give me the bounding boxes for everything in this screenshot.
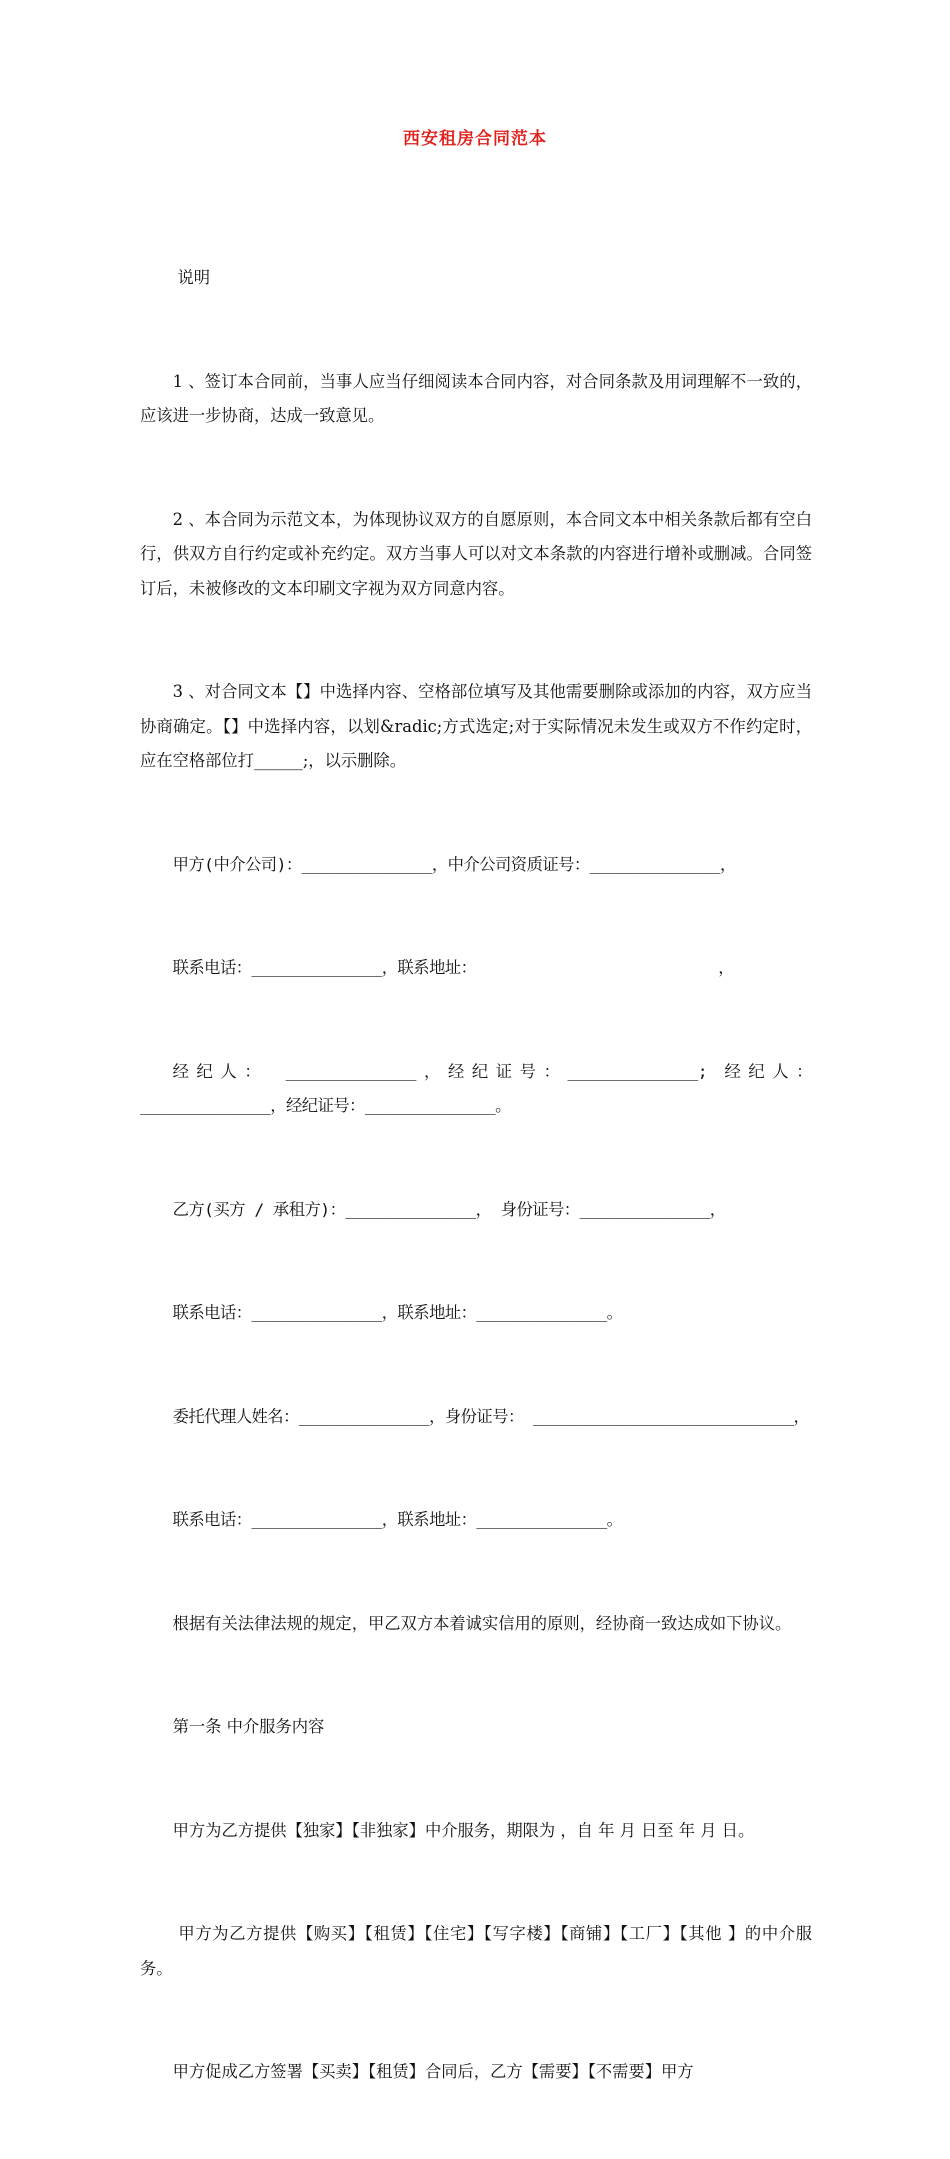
article-1-clause-1: 甲方为乙方提供【独家】【非独家】中介服务，期限为 ，自 年 月 日至 年 月 日。	[172, 1820, 755, 1840]
paragraph-note-3: 3 、对合同文本【】中选择内容、空格部位填写及其他需要删除或添加的内容，双方应当协商确定。【】中选择内容，以划&radic;方式选定;对于实际情况未发生或双方不作约定时，应在空格部位打______;，以示删除。	[140, 682, 812, 770]
document-body	[140, 192, 812, 2159]
party-a-agents: 经纪人： ______________，经纪证号：______________; 经纪人：______________，经纪证号：______________。	[140, 1061, 812, 1115]
paragraph-agreement-basis: 根据有关法律法规的规定，甲乙双方本着诚实信用的原则，经协商一致达成如下协议。	[172, 1613, 792, 1633]
party-b-line: 乙方(买方 / 承租方)：______________， 身份证号：______________，	[172, 1199, 726, 1219]
party-b-contact: 联系电话：______________，联系地址：______________。	[172, 1303, 623, 1322]
paragraph-note-1: 1 、签订本合同前，当事人应当仔细阅读本合同内容，对合同条款及用词理解不一致的，应该进一步协商，达成一致意见。	[140, 371, 812, 425]
article-1-heading: 第一条 中介服务内容	[172, 1717, 325, 1736]
article-1-clause-2: 甲方为乙方提供【购买】【租赁】【住宅】【写字楼】【商铺】【工厂】【其他 】的中介服务。	[140, 1924, 812, 1978]
party-a-contact: 联系电话：______________，联系地址： ，	[172, 958, 735, 977]
party-a-line: 甲方(中介公司)：______________，中介公司资质证号：______________，	[172, 854, 736, 874]
paragraph-note-heading: 说明	[177, 268, 211, 287]
agent-line: 委托代理人姓名：______________，身份证号： ____________________________，	[172, 1406, 810, 1426]
document-title: 西安租房合同范本	[403, 129, 547, 149]
paragraph-note-2: 2 、本合同为示范文本，为体现协议双方的自愿原则，本合同文本中相关条款后都有空白行，供双方自行约定或补充约定。双方当事人可以对文本条款的内容进行增补或删减。合同签订后，未被修改的文本印刷文字视为双方同意内容。	[140, 509, 812, 598]
article-1-clause-3: 甲方促成乙方签署【买卖】【租赁】合同后，乙方【需要】【不需要】甲方	[172, 2062, 694, 2081]
agent-contact: 联系电话：______________，联系地址：______________。	[172, 1510, 623, 1529]
